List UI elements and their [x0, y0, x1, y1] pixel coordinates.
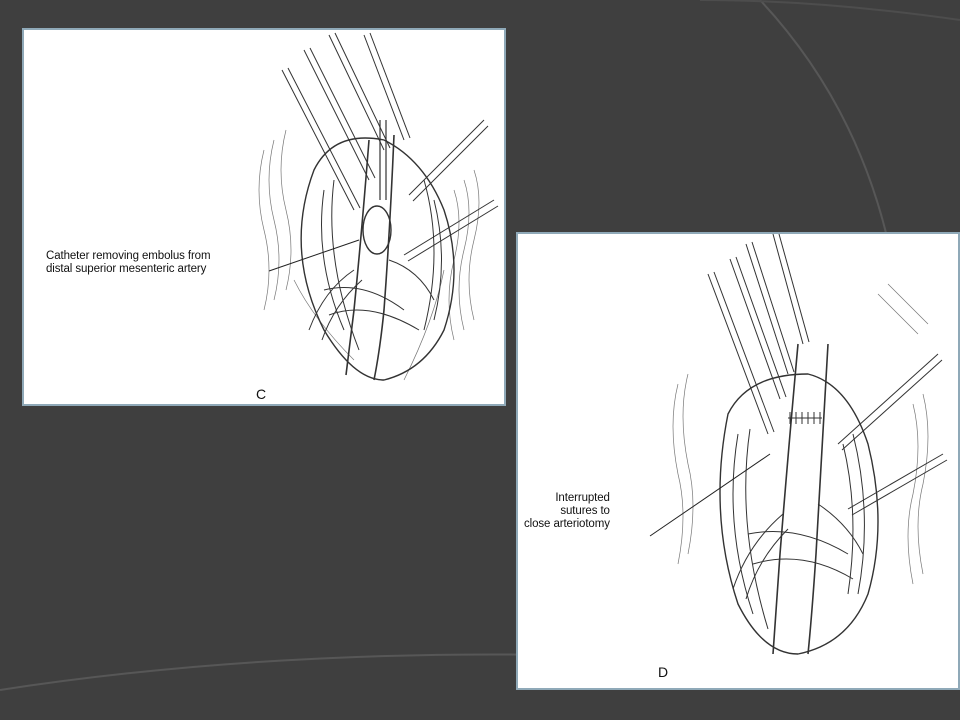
callout-line: close arteriotomy — [524, 518, 610, 530]
figure-panel-d — [516, 232, 960, 690]
illustration-c — [24, 30, 504, 404]
callout-line: Catheter removing embolus from — [46, 250, 211, 262]
callout-line: Interrupted — [555, 492, 610, 504]
callout-line: distal superior mesenteric artery — [46, 263, 207, 275]
callout-interrupted-sutures — [524, 492, 610, 531]
callout-catheter-removing-embolus — [46, 250, 210, 276]
panel-letter-c: C — [256, 386, 267, 402]
callout-line: sutures to — [560, 505, 610, 517]
panel-letter-d: D — [658, 664, 669, 680]
illustration-d — [518, 234, 958, 688]
figure-panel-c — [22, 28, 506, 406]
